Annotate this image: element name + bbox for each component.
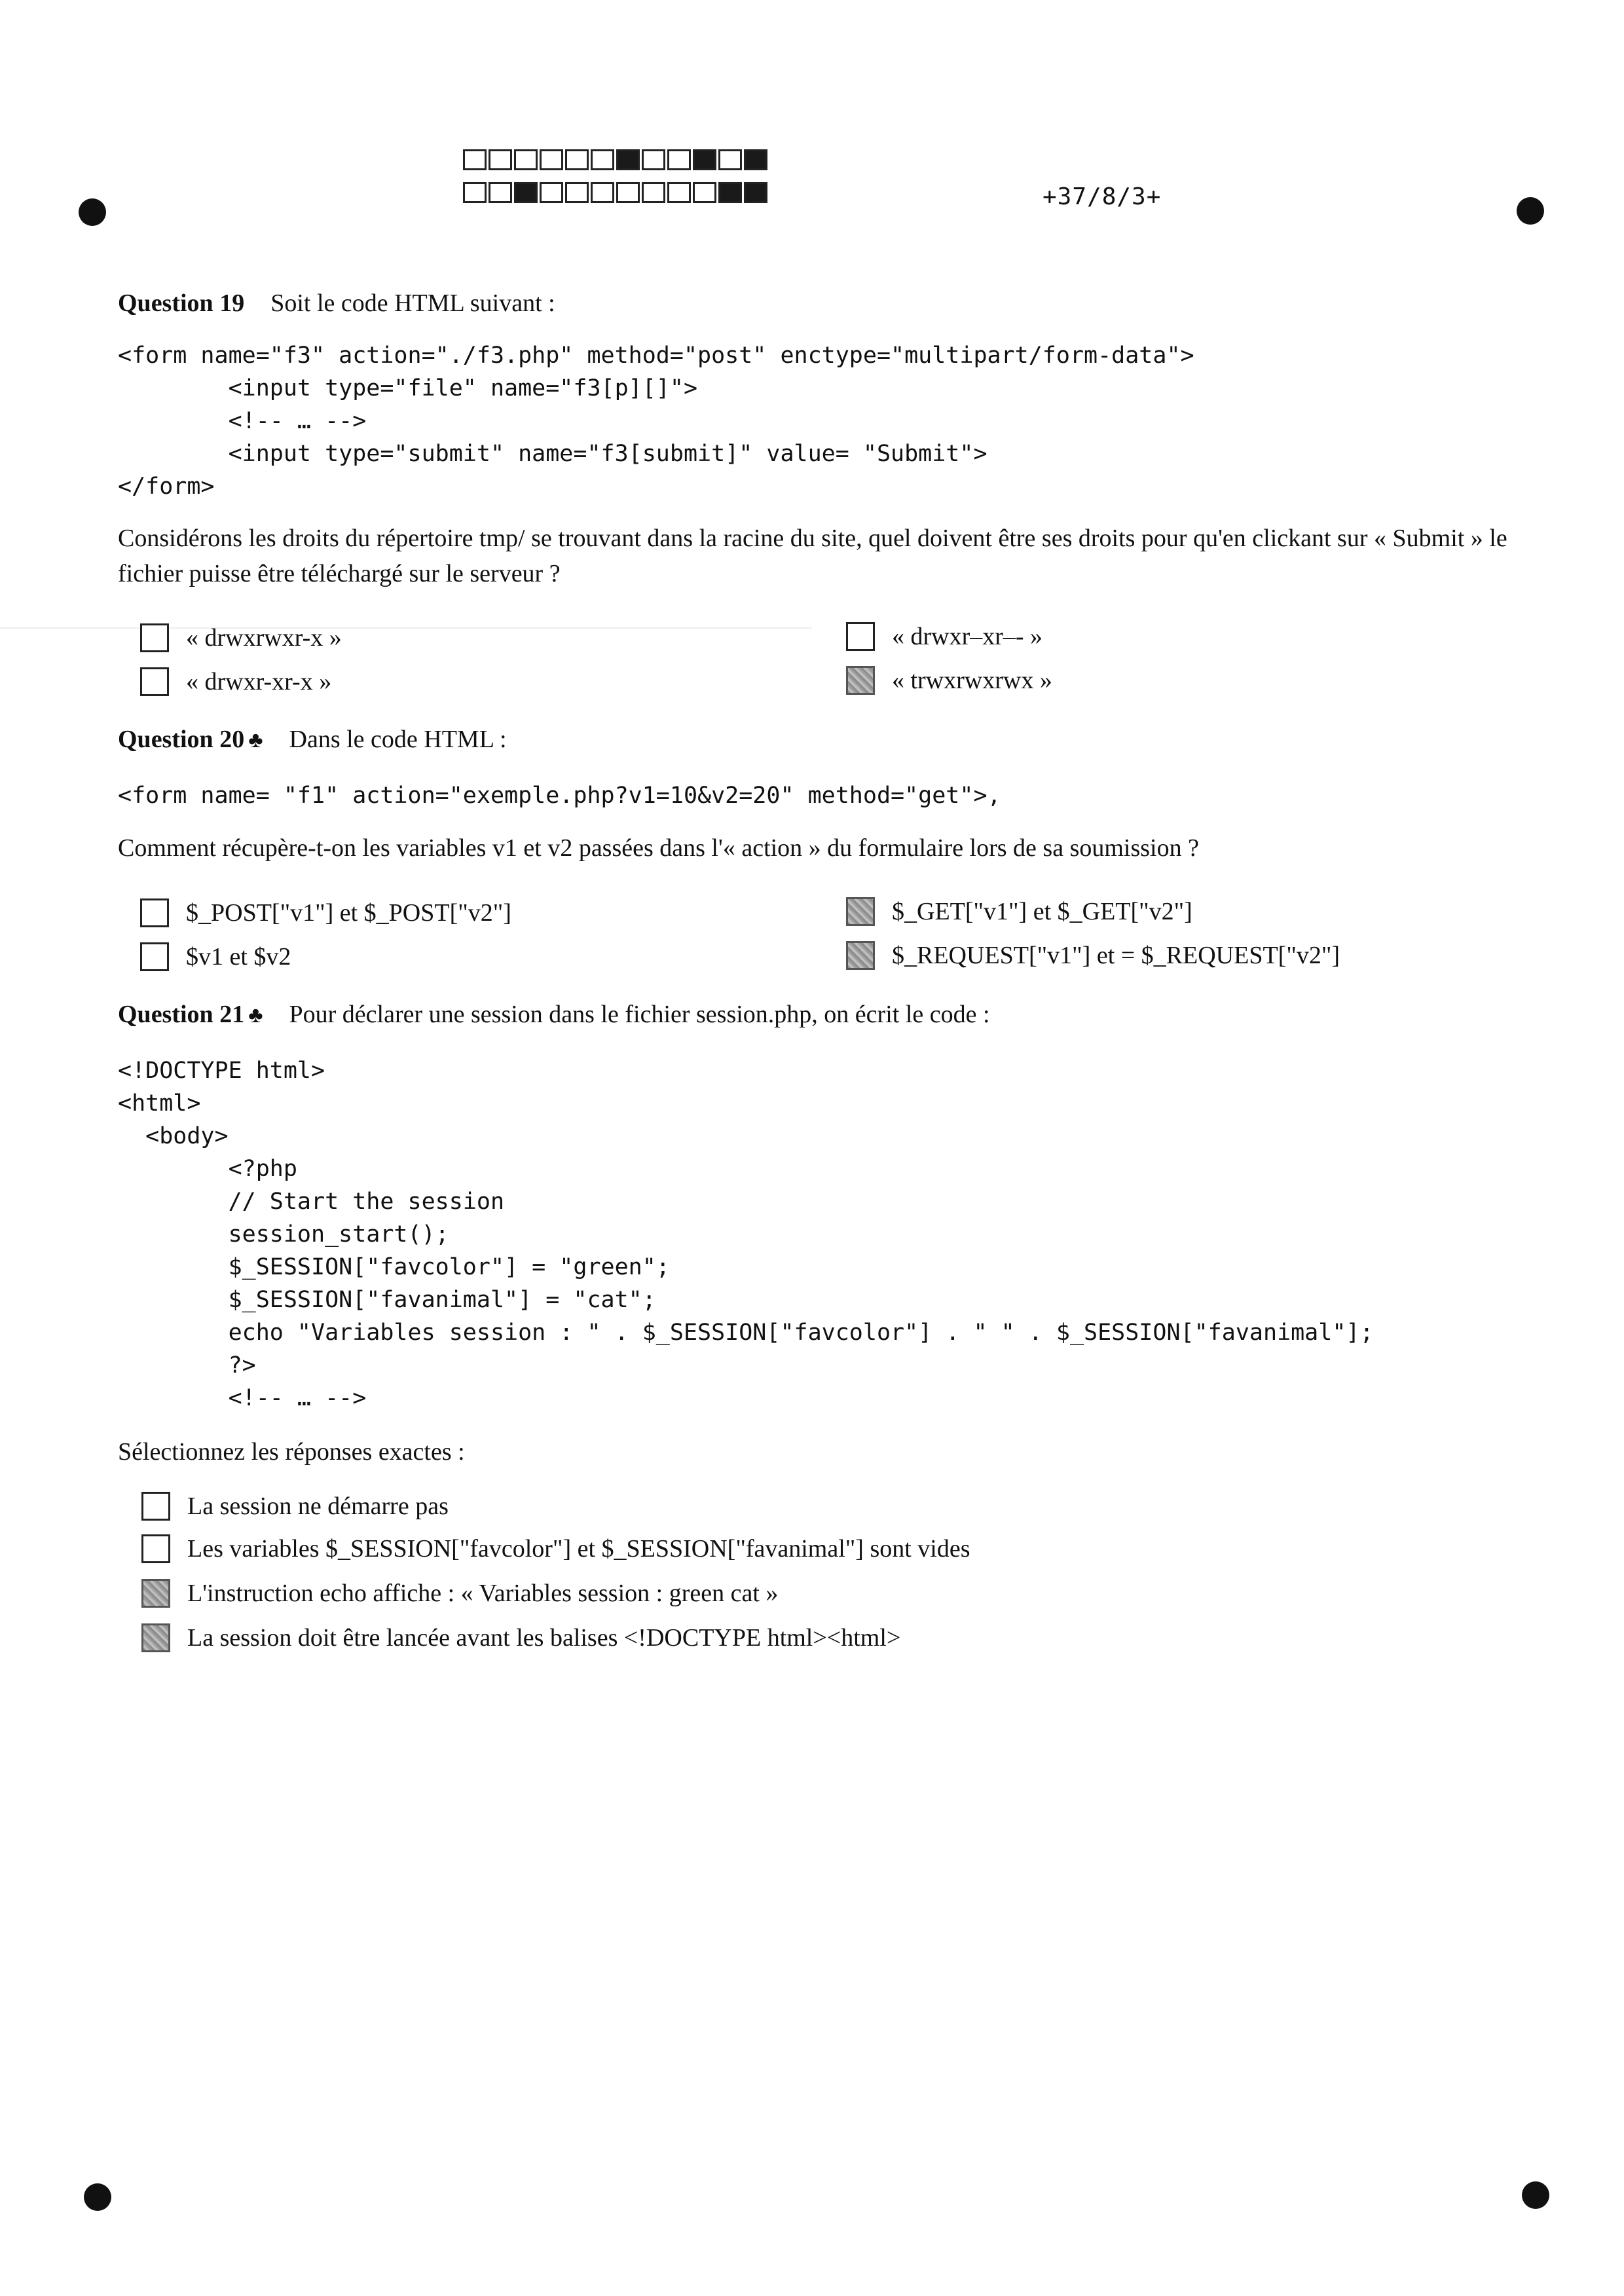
scan-artifact-line bbox=[0, 627, 812, 629]
option-label: L'instruction echo affiche : « Variables session : green cat » bbox=[187, 1580, 779, 1607]
barcode-cell bbox=[616, 182, 640, 203]
option-label: « trwxrwxrwx » bbox=[892, 667, 1052, 694]
option-label: Les variables $_SESSION["favcolor"] et $_SESSION["favanimal"] sont vides bbox=[187, 1535, 970, 1563]
option-label: « drwxr–xr–- » bbox=[892, 623, 1043, 650]
option-label: $v1 et $v2 bbox=[186, 943, 291, 971]
option-label: $_GET["v1"] et $_GET["v2"] bbox=[892, 898, 1192, 925]
checkbox[interactable] bbox=[140, 942, 169, 971]
barcode-cell bbox=[565, 149, 589, 170]
checkbox[interactable] bbox=[141, 1492, 170, 1521]
checkbox[interactable] bbox=[140, 667, 169, 696]
checkbox[interactable] bbox=[846, 666, 875, 695]
registration-dot-bottom-left bbox=[84, 2183, 111, 2211]
barcode-cell bbox=[642, 149, 665, 170]
question-number: Question 19 bbox=[118, 289, 245, 317]
question-20-title bbox=[118, 724, 507, 756]
barcode-cell bbox=[642, 182, 665, 203]
club-icon: ♣ bbox=[248, 728, 263, 752]
barcode-cell bbox=[489, 149, 512, 170]
option-label: « drwxr-xr-x » bbox=[186, 668, 332, 695]
checkbox[interactable] bbox=[141, 1534, 170, 1563]
barcode-cell bbox=[540, 182, 563, 203]
question-lead: Dans le code HTML : bbox=[289, 726, 507, 753]
option-label: $_REQUEST["v1"] et = $_REQUEST["v2"] bbox=[892, 942, 1340, 969]
barcode-cell bbox=[693, 149, 716, 170]
barcode-cell bbox=[667, 149, 691, 170]
barcode-cell bbox=[744, 182, 767, 203]
question-19-title bbox=[118, 288, 555, 318]
registration-dot-top-right bbox=[1517, 197, 1544, 225]
barcode-cell bbox=[514, 149, 538, 170]
checkbox[interactable] bbox=[141, 1579, 170, 1608]
question-lead: Pour déclarer une session dans le fichier session.php, on écrit le code : bbox=[289, 1001, 990, 1028]
question-19-text: Considérons les droits du répertoire tmp/ se trouvant dans la racine du site, quel doivent être ses droits pour qu'en clickant sur « Submit » le fichier puisse être téléchargé sur le serveur ? bbox=[118, 525, 1507, 587]
question-21-code: <!DOCTYPE html> <html> <body> <?php // Start the session session_start(); $_SESSION["favcolor"] = "green"; $_SESSION["favanimal"] = "cat"; echo "Variables session : " . $_SESSION["favcolor"] . " " . $_SESSION["favanimal"]; ?> <!-- … --> bbox=[118, 1058, 1374, 1411]
checkbox[interactable] bbox=[141, 1623, 170, 1652]
question-21-title bbox=[118, 999, 990, 1031]
registration-dot-bottom-right bbox=[1522, 2181, 1549, 2209]
barcode-cell bbox=[540, 149, 563, 170]
option-label: La session doit être lancée avant les balises <!DOCTYPE html><html> bbox=[187, 1624, 901, 1652]
question-19-code: <form name="f3" action="./f3.php" method="post" enctype="multipart/form-data"> <input type="file" name="f3[p][]"> <!-- … --> <input type="submit" name="f3[submit]" value= "Submit"> </form> bbox=[118, 343, 1194, 500]
barcode-cell bbox=[565, 182, 589, 203]
option-label: $_POST["v1"] et $_POST["v2"] bbox=[186, 899, 511, 927]
registration-dot-top-left bbox=[79, 198, 106, 226]
barcode-cell bbox=[463, 182, 487, 203]
checkbox[interactable] bbox=[140, 623, 169, 652]
club-icon: ♣ bbox=[248, 1003, 263, 1028]
barcode-cell bbox=[514, 182, 538, 203]
barcode-cell bbox=[718, 149, 742, 170]
barcode-cell bbox=[489, 182, 512, 203]
barcode-cell bbox=[744, 149, 767, 170]
barcode-cell bbox=[616, 149, 640, 170]
question-lead: Soit le code HTML suivant : bbox=[270, 289, 555, 317]
barcode-cell bbox=[718, 182, 742, 203]
page-id: +37/8/3+ bbox=[1043, 183, 1162, 210]
question-number: Question 21 bbox=[118, 1001, 245, 1028]
question-number: Question 20 bbox=[118, 726, 245, 753]
barcode-cell bbox=[591, 149, 614, 170]
option-label: La session ne démarre pas bbox=[187, 1492, 449, 1520]
barcode-cell bbox=[463, 149, 487, 170]
barcode-cell bbox=[693, 182, 716, 203]
question-20-text: Comment récupère-t-on les variables v1 et v2 passées dans l'« action » du formulaire lors de sa soumission ? bbox=[118, 834, 1199, 862]
checkbox[interactable] bbox=[846, 897, 875, 926]
option-label: « drwxrwxr-x » bbox=[186, 624, 342, 652]
checkbox[interactable] bbox=[140, 898, 169, 927]
checkbox[interactable] bbox=[846, 622, 875, 651]
barcode-cell bbox=[591, 182, 614, 203]
question-20-code: <form name= "f1" action="exemple.php?v1=10&v2=20" method="get">, bbox=[118, 783, 1001, 809]
checkbox[interactable] bbox=[846, 941, 875, 970]
barcode-cell bbox=[667, 182, 691, 203]
question-21-text: Sélectionnez les réponses exactes : bbox=[118, 1438, 465, 1466]
